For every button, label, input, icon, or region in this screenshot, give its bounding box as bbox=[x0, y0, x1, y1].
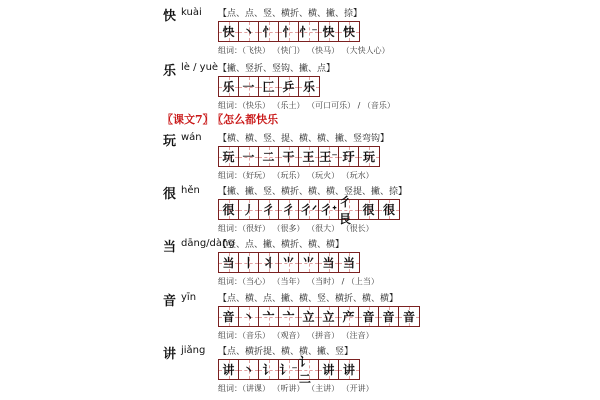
stroke-cell bbox=[399, 307, 419, 326]
stroke-cell-glyph: 丿 bbox=[242, 203, 255, 217]
stroke-cell-glyph: 当 bbox=[222, 256, 235, 270]
stroke-cell bbox=[299, 77, 319, 96]
stroke-cell-glyph: 讲 bbox=[322, 363, 335, 377]
stroke-cell bbox=[239, 360, 259, 379]
stroke-cell bbox=[319, 307, 339, 326]
stroke-cell bbox=[259, 77, 279, 96]
stroke-cell bbox=[279, 200, 299, 219]
stroke-cell bbox=[339, 360, 359, 379]
entry-pinyin: yīn bbox=[181, 292, 197, 303]
stroke-cell bbox=[359, 307, 379, 326]
entry-character: 乐 bbox=[163, 64, 177, 79]
stroke-order-text: 【撇、撇、竖、横折、横、横、竖提、撇、捺】 bbox=[218, 187, 408, 197]
stroke-cell bbox=[319, 360, 339, 379]
stroke-cell bbox=[319, 200, 339, 219]
stroke-cell bbox=[239, 200, 259, 219]
stroke-cell-glyph: 忄⁻ bbox=[299, 25, 318, 39]
stroke-cell-glyph: 讲 bbox=[222, 363, 235, 377]
word-examples: 组词：（飞快） （快门） （快马） （大快人心） bbox=[218, 46, 390, 55]
stroke-cell-glyph: 很 bbox=[362, 203, 375, 217]
entry-pinyin: kuài bbox=[181, 7, 202, 18]
word-examples: 组词：（当心） （当年） （当时） / （上当） bbox=[218, 277, 379, 286]
character-entry bbox=[0, 2, 600, 60]
word-examples: 组词：（音乐） （观音） （拼音） （注音） bbox=[218, 331, 374, 340]
stroke-cell-glyph: 彳ᐩ bbox=[320, 203, 337, 217]
stroke-cell bbox=[279, 307, 299, 326]
stroke-cell bbox=[259, 360, 279, 379]
stroke-cell bbox=[299, 354, 319, 386]
stroke-cell-glyph: 快 bbox=[342, 25, 355, 39]
word-examples: 组词：（讲课） （听讲） （主讲） （开讲） bbox=[218, 384, 374, 393]
stroke-order-text: 【点、横折提、横、横、撇、竖】 bbox=[218, 347, 354, 357]
stroke-order-text: 【点、横、点、撇、横、竖、横折、横、横】 bbox=[218, 294, 399, 304]
stroke-cell bbox=[219, 22, 239, 41]
stroke-cell-glyph: 丨 bbox=[242, 256, 255, 270]
stroke-cell-glyph: 彳 bbox=[262, 203, 275, 217]
stroke-cell bbox=[279, 147, 299, 166]
stroke-cell bbox=[219, 253, 239, 272]
stroke-cell bbox=[339, 22, 359, 41]
stroke-cell bbox=[319, 22, 339, 41]
stroke-cell bbox=[219, 147, 239, 166]
stroke-cell bbox=[299, 147, 319, 166]
stroke-cell-glyph: 一 bbox=[242, 150, 255, 164]
stroke-cell bbox=[259, 307, 279, 326]
stroke-cell bbox=[219, 307, 239, 326]
stroke-cell-glyph: 玩 bbox=[222, 150, 235, 164]
stroke-cell bbox=[239, 77, 259, 96]
stroke-cell-glyph: 音 bbox=[382, 310, 395, 324]
stroke-cell bbox=[219, 360, 239, 379]
stroke-cell-glyph: 彳艮 bbox=[339, 194, 352, 226]
stroke-cell-glyph: 玩 bbox=[362, 150, 375, 164]
stroke-cell-glyph: ⺌ bbox=[282, 256, 295, 270]
stroke-grid bbox=[218, 194, 400, 226]
stroke-cell bbox=[379, 307, 399, 326]
entry-pinyin: lè / yuè bbox=[181, 62, 219, 73]
character-entry bbox=[0, 57, 600, 115]
stroke-cell-glyph: 一 bbox=[242, 80, 255, 94]
stroke-cell bbox=[279, 253, 299, 272]
character-entry bbox=[0, 180, 600, 238]
stroke-cell-glyph: 干 bbox=[282, 150, 295, 164]
stroke-cell-glyph: 音 bbox=[362, 310, 375, 324]
entry-pinyin: hěn bbox=[181, 185, 200, 196]
stroke-cell-glyph: 讲 bbox=[342, 363, 355, 377]
stroke-cell-glyph: 很 bbox=[382, 203, 395, 217]
stroke-cell-glyph: 忄 bbox=[262, 25, 275, 39]
stroke-grid bbox=[218, 306, 420, 327]
stroke-cell-glyph: 讠⁻ bbox=[279, 363, 298, 377]
stroke-cell-glyph: 亠 bbox=[282, 310, 295, 324]
entry-character: 玩 bbox=[163, 134, 177, 149]
stroke-order-text: 【横、横、竖、提、横、横、撇、竖弯钩】 bbox=[218, 134, 390, 144]
stroke-cell-glyph: 立 bbox=[322, 310, 335, 324]
stroke-cell bbox=[279, 77, 299, 96]
stroke-cell bbox=[239, 22, 259, 41]
stroke-cell-glyph: 丶 bbox=[242, 363, 255, 377]
stroke-cell-glyph: 玗 bbox=[342, 150, 355, 164]
stroke-cell bbox=[299, 307, 319, 326]
entry-pinyin: dāng/dàng bbox=[181, 238, 235, 249]
stroke-cell-glyph: 讠二 bbox=[299, 354, 312, 386]
stroke-cell bbox=[339, 307, 359, 326]
stroke-cell bbox=[259, 200, 279, 219]
stroke-cell bbox=[339, 194, 359, 226]
stroke-cell bbox=[319, 253, 339, 272]
stroke-order-text: 【竖、点、撇、横折、横、横】 bbox=[218, 240, 345, 250]
stroke-cell bbox=[259, 147, 279, 166]
stroke-cell-glyph: 匚 bbox=[262, 80, 275, 94]
stroke-cell bbox=[339, 253, 359, 272]
stroke-cell-glyph: 王⁻ bbox=[319, 150, 338, 164]
stroke-cell bbox=[339, 147, 359, 166]
stroke-cell-glyph: 立 bbox=[302, 310, 315, 324]
character-entry bbox=[0, 340, 600, 398]
stroke-cell-glyph: 快 bbox=[222, 25, 235, 39]
stroke-cell-glyph: 很 bbox=[222, 203, 235, 217]
stroke-cell-glyph: 王 bbox=[302, 150, 315, 164]
stroke-cell-glyph: 讠 bbox=[262, 363, 275, 377]
stroke-cell bbox=[359, 147, 379, 166]
stroke-cell bbox=[239, 253, 259, 272]
stroke-cell-glyph: 丶 bbox=[242, 310, 255, 324]
stroke-cell bbox=[319, 147, 339, 166]
entry-character: 很 bbox=[163, 187, 177, 202]
entry-character: 讲 bbox=[163, 347, 177, 362]
stroke-cell bbox=[279, 22, 299, 41]
stroke-cell-glyph: 丶 bbox=[242, 25, 255, 39]
stroke-cell bbox=[219, 77, 239, 96]
word-examples: 组词：（快乐） （乐土） （可口可乐） / （音乐） bbox=[218, 101, 395, 110]
word-examples: 组词：（很好） （很多） （很大） （很长） bbox=[218, 224, 374, 233]
character-entry bbox=[0, 287, 600, 345]
stroke-cell-glyph: 当 bbox=[342, 256, 355, 270]
lesson-number: 〖课文7〗 bbox=[162, 113, 214, 126]
entry-character: 快 bbox=[163, 9, 177, 24]
stroke-order-text: 【撇、竖折、竖钩、撇、点】 bbox=[218, 64, 336, 74]
stroke-cell bbox=[359, 200, 379, 219]
entry-character: 当 bbox=[163, 240, 177, 255]
entry-character: 音 bbox=[163, 294, 177, 309]
stroke-cell-glyph: 当 bbox=[322, 256, 335, 270]
entry-pinyin: wán bbox=[181, 132, 202, 143]
stroke-cell-glyph: 二 bbox=[262, 150, 275, 164]
stroke-cell-glyph: ⺌ bbox=[302, 256, 315, 270]
stroke-cell bbox=[239, 307, 259, 326]
entry-pinyin: jiǎng bbox=[181, 345, 206, 356]
stroke-cell bbox=[259, 22, 279, 41]
stroke-cell-glyph: 乐 bbox=[222, 80, 235, 94]
word-examples: 组词：（好玩） （玩乐） （玩火） （玩水） bbox=[218, 171, 374, 180]
stroke-cell-glyph: 产 bbox=[342, 310, 355, 324]
character-entry bbox=[0, 127, 600, 185]
stroke-cell-glyph: 快 bbox=[322, 25, 335, 39]
character-entry bbox=[0, 233, 600, 291]
stroke-grid bbox=[218, 146, 380, 167]
stroke-cell-glyph: 丬 bbox=[262, 256, 275, 270]
stroke-order-text: 【点、点、竖、横折、横、撇、捺】 bbox=[218, 9, 363, 19]
stroke-cell bbox=[379, 200, 399, 219]
stroke-cell bbox=[299, 22, 319, 41]
stroke-grid bbox=[218, 252, 360, 273]
stroke-cell bbox=[299, 253, 319, 272]
stroke-cell bbox=[239, 147, 259, 166]
stroke-grid bbox=[218, 354, 360, 386]
stroke-cell bbox=[259, 253, 279, 272]
stroke-cell-glyph: 乒 bbox=[282, 80, 295, 94]
stroke-grid bbox=[218, 76, 320, 97]
stroke-cell-glyph: 音 bbox=[222, 310, 235, 324]
stroke-cell-glyph: 亠 bbox=[262, 310, 275, 324]
stroke-cell-glyph: 彳 bbox=[282, 203, 295, 217]
stroke-cell-glyph: 音 bbox=[402, 310, 415, 324]
stroke-cell bbox=[279, 360, 299, 379]
stroke-cell-glyph: 乐 bbox=[302, 80, 315, 94]
lesson-title: 〖怎么都快乐 bbox=[217, 113, 279, 126]
stroke-cell-glyph: 忄 bbox=[282, 25, 295, 39]
stroke-cell bbox=[299, 200, 319, 219]
stroke-grid bbox=[218, 21, 360, 42]
stroke-cell-glyph: 彳ᐟ bbox=[299, 203, 318, 217]
stroke-cell bbox=[219, 200, 239, 219]
